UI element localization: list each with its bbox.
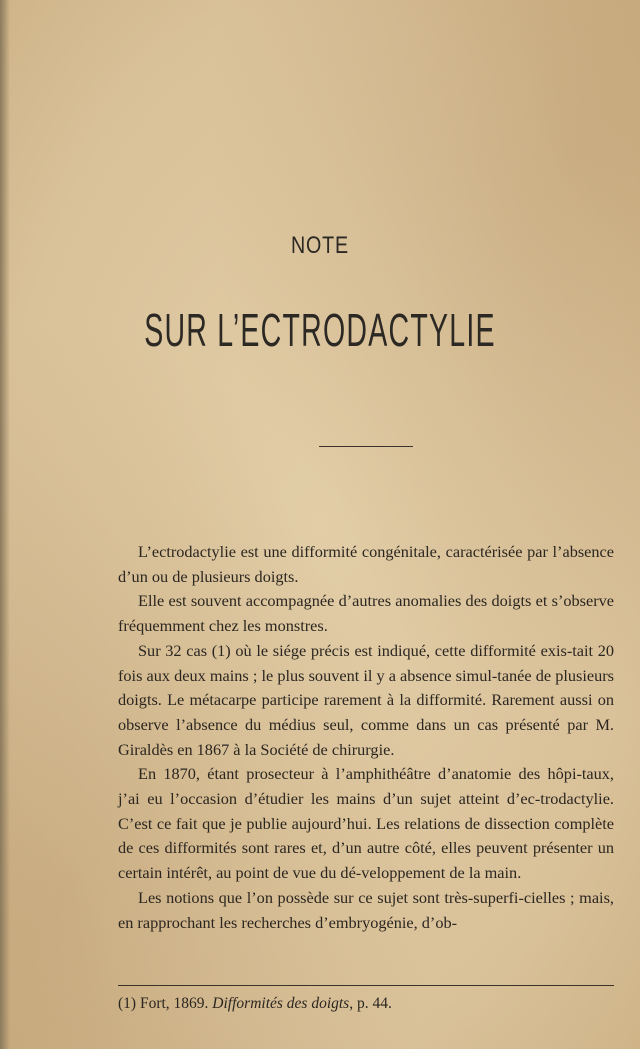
footnote-suffix: , p. 44. — [349, 995, 392, 1012]
footnote-work-title: Difformités des doigts — [212, 995, 350, 1012]
body-text — [118, 540, 614, 935]
paragraph-2: Elle est souvent accompagnée d’autres anomalies des doigts et s’observe fréquemment chez les monstres. — [118, 591, 614, 636]
footnote-rule — [118, 985, 614, 986]
paragraph-4: En 1870, étant prosecteur à l’amphithéâtre d’anatomie des hôpi-taux, j’ai eu l’occasion d’étudier les mains d’un sujet atteint d’ec-trodactylie. C’est ce fait que je publie aujourd’hui. Les relations de dissection complète de ces difformités sont rares et, d’un autre côté, elles peuvent présenter un certain intérêt, au point de vue du dé-veloppement de la main. — [118, 764, 614, 883]
paragraph-3: Sur 32 cas (1) où le siége précis est indiqué, cette difformité exis-tait 20 fois aux deux mains ; le plus souvent il y a absence simul-tanée de plusieurs doigts. Le métacarpe participe rarement à la difformité. Rarement aussi on observe l’absence du médius seul, comme dans un cas présenté par M. Giraldès en 1867 à la Société de chirurgie. — [118, 640, 614, 759]
footnote — [118, 995, 614, 1013]
title-rule — [319, 446, 413, 447]
paragraph-5: Les notions que l’on possède sur ce sujet sont très-superfi-cielles ; mais, en rapprochant les recherches d’embryogénie, d’ob- — [118, 887, 614, 932]
page-binding-edge — [0, 0, 10, 1049]
footnote-prefix: (1) Fort, 1869. — [118, 995, 213, 1012]
heading-note: NOTE — [291, 232, 349, 259]
heading-title: SUR L’ECTRODACTYLIE — [144, 304, 496, 356]
paragraph-1: L’ectrodactylie est une difformité congénitale, caractérisée par l’absence d’un ou de plusieurs doigts. — [118, 542, 614, 586]
